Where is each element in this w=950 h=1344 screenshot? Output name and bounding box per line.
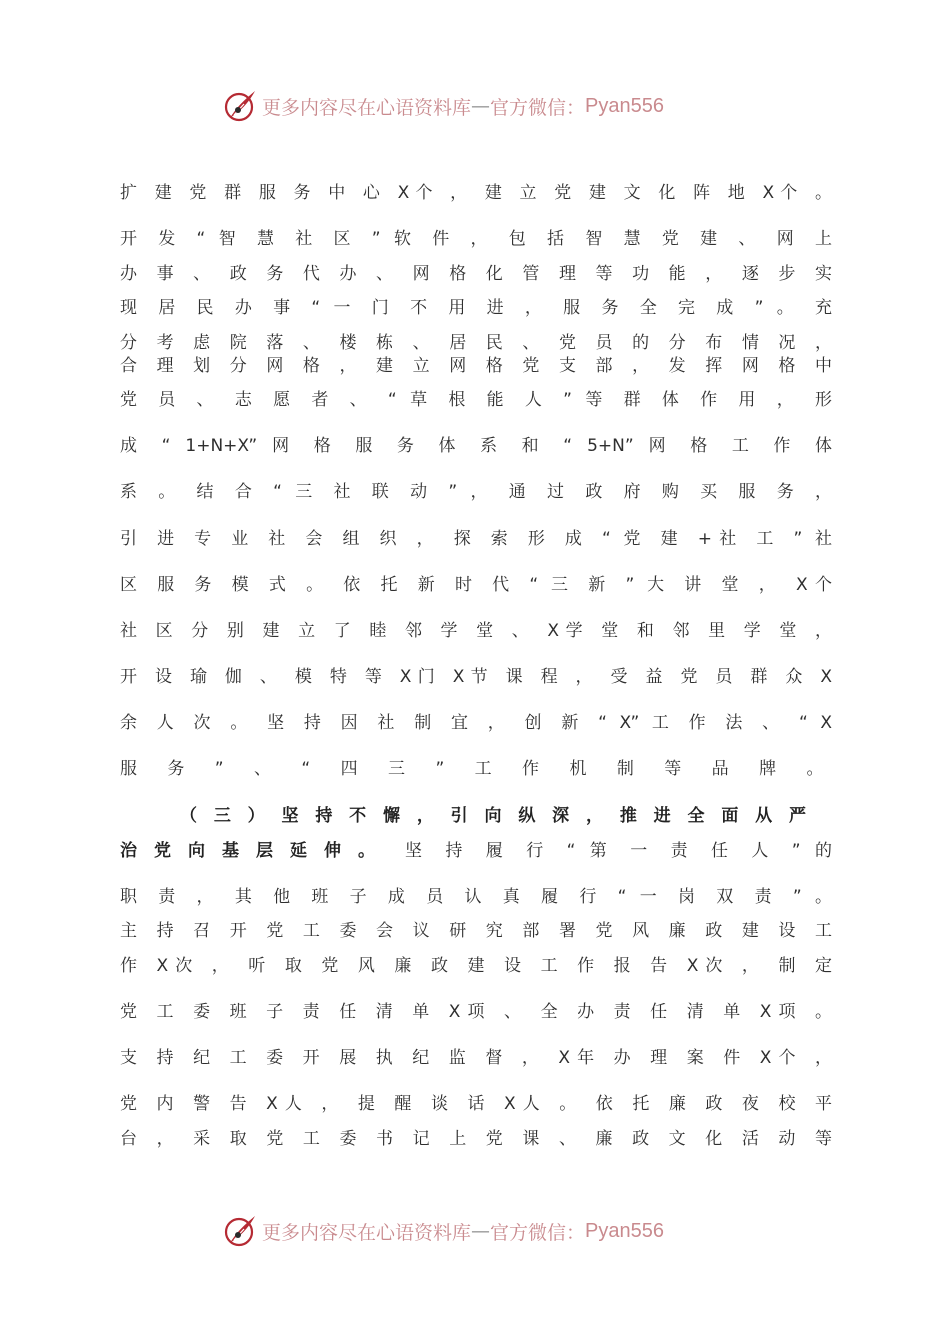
feather-pen-seal-icon bbox=[222, 88, 258, 124]
section-heading: （ 三 ） 坚 持 不 懈 ， 引 向 纵 深 ， 推 进 全 面 从 严 bbox=[180, 806, 806, 826]
text-line: 服 务 ” 、 “ 四 三 ” 工 作 机 制 等 品 牌 。 bbox=[120, 759, 836, 779]
text-line: 合 理 划 分 网 格 ， 建 立 网 格 党 支 部 ， 发 挥 网 格 中 bbox=[120, 356, 832, 376]
watermark-separator: — bbox=[471, 95, 491, 117]
text-line: 系 。 结 合 “ 三 社 联 动 ” ， 通 过 政 府 购 买 服 务 ， bbox=[120, 482, 832, 502]
feather-pen-seal-icon bbox=[222, 1213, 258, 1249]
text-line: 党 工 委 班 子 责 任 清 单 X项 、 全 办 责 任 清 单 X项 。 bbox=[120, 1002, 832, 1022]
watermark-main-text: 更多内容尽在心语资料库 bbox=[262, 96, 472, 119]
text-line: 区 服 务 模 式 。 依 托 新 时 代 “ 三 新 ” 大 讲 堂 ， X个 bbox=[120, 575, 832, 595]
text-line: 作 X次 ， 听 取 党 风 廉 政 建 设 工 作 报 告 X次 ， 制 定 bbox=[120, 956, 832, 976]
text-line: 余 人 次 。 坚 持 因 社 制 宜 ， 创 新 “ X” 工 作 法 、 “ X bbox=[120, 713, 832, 733]
text-line: 开 发 “ 智 慧 社 区 ” 软 件 ， 包 括 智 慧 党 建 、 网 上 bbox=[120, 229, 832, 249]
text-line: 坚 持 履 行 “ 第 一 责 任 人 ” 的 bbox=[405, 841, 832, 861]
watermark-main-text: 更多内容尽在心语资料库 bbox=[262, 1221, 472, 1244]
text-line: 开 设 瑜 伽 、 模 特 等 X门 X节 课 程 ， 受 益 党 员 群 众 X bbox=[120, 667, 832, 687]
text-line: 党 内 警 告 X人 ， 提 醒 谈 话 X人 。 依 托 廉 政 夜 校 平 bbox=[120, 1094, 832, 1114]
text-line: 党 员 、 志 愿 者 、 “ 草 根 能 人 ” 等 群 体 作 用 ， 形 bbox=[120, 390, 832, 410]
text-line: 社 区 分 别 建 立 了 睦 邻 学 堂 、 X学 堂 和 邻 里 学 堂 ， bbox=[120, 621, 832, 641]
watermark-official-label: 官方微信： bbox=[490, 96, 586, 119]
text-line: 办 事 、 政 务 代 办 、 网 格 化 管 理 等 功 能 ， 逐 步 实 bbox=[120, 264, 832, 284]
text-line: 引 进 专 业 社 会 组 织 ， 探 索 形 成 “ 党 建 +社 工 ” 社 bbox=[120, 529, 832, 549]
text-line: 成 “ 1+N+X” 网 格 服 务 体 系 和 “ 5+N” 网 格 工 作 体 bbox=[120, 436, 832, 456]
watermark-account: Pyan556 bbox=[585, 94, 664, 117]
watermark-separator: — bbox=[471, 1220, 491, 1242]
text-line: 职 责 ， 其 他 班 子 成 员 认 真 履 行 “ 一 岗 双 责 ” 。 bbox=[120, 887, 832, 907]
text-line: 支 持 纪 工 委 开 展 执 纪 监 督 ， X年 办 理 案 件 X个 ， bbox=[120, 1048, 832, 1068]
watermark-account: Pyan556 bbox=[585, 1219, 664, 1242]
watermark-official-label: 官方微信： bbox=[490, 1221, 586, 1244]
header-watermark bbox=[222, 86, 742, 126]
text-line: 主 持 召 开 党 工 委 会 议 研 究 部 署 党 风 廉 政 建 设 工 bbox=[120, 921, 832, 941]
text-line: 分 考 虑 院 落 、 楼 栋 、 居 民 、 党 员 的 分 布 情 况 ， bbox=[120, 333, 832, 353]
text-line: 扩 建 党 群 服 务 中 心 X个 ， 建 立 党 建 文 化 阵 地 X个 。 bbox=[120, 183, 832, 203]
section-heading-continued: 治 党 向 基 层 延 伸 。 bbox=[120, 841, 375, 861]
text-line: 现 居 民 办 事 “ 一 门 不 用 进 ， 服 务 全 完 成 ” 。 充 bbox=[120, 298, 832, 318]
text-line: 台 ， 采 取 党 工 委 书 记 上 党 课 、 廉 政 文 化 活 动 等 bbox=[120, 1129, 832, 1149]
footer-watermark bbox=[222, 1211, 742, 1251]
